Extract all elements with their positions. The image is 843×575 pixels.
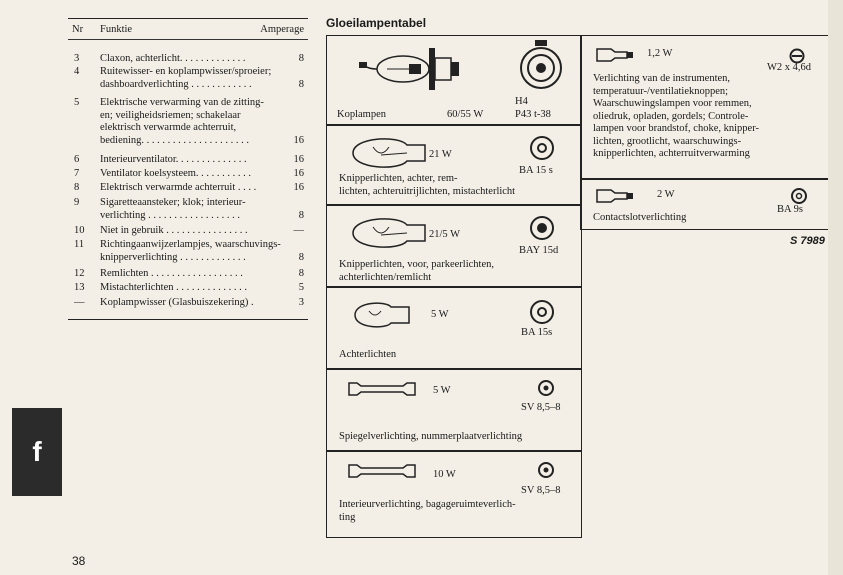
fuse-amp: — [293, 225, 304, 236]
wedge-bulb-1-2w-icon [595, 46, 635, 64]
header-function: Funktie [100, 24, 133, 35]
fuse-function: Ventilator koelsysteem. . . . . . . . . . . [100, 168, 252, 179]
bulb-socket: BA 9s [777, 204, 803, 215]
bulb-label: Interieurverlichting, bagageruimteverlich- ting [339, 499, 516, 523]
bulb-label: Contactslotverlichting [593, 212, 687, 223]
fuse-nr: 10 [74, 225, 85, 236]
fuse-nr: 13 [74, 282, 85, 293]
socket-ba15s-icon [529, 135, 555, 161]
bulb-label: Spiegelverlichting, nummerplaatverlichting [339, 431, 523, 442]
bulb-wattage: 21/5 W [429, 229, 461, 240]
fuse-nr: 11 [74, 239, 85, 250]
fuse-amp: 8 [298, 53, 304, 64]
fuse-amp: 8 [298, 78, 304, 90]
festoon-bulb-5w-icon [347, 379, 417, 399]
bulb-socket: SV 8,5–8 [521, 402, 561, 413]
bulb-wattage: 60/55 W [447, 109, 484, 120]
fuse-function: Ruitewisser- en koplampwisser/sproeier; dashboardverlichting . . . . . . . . . . . . [100, 66, 272, 90]
bulb-socket: BA 15 s [519, 165, 553, 176]
header-amperage: Amperage [260, 24, 304, 35]
header-nr: Nr [72, 24, 84, 35]
bulb-socket: P43 t-38 [515, 109, 551, 120]
bulb-wattage: 1,2 W [647, 48, 673, 59]
fuse-nr: 8 [74, 182, 80, 193]
page-edge [828, 0, 843, 575]
bulb-5w-icon [351, 297, 415, 333]
fuse-amp: 16 [293, 168, 304, 179]
fuse-nr: 7 [74, 168, 80, 179]
fuse-amp: 16 [293, 134, 304, 146]
bulb-label: Knipperlichten, voor, parkeerlichten, achterlichten/remlicht [339, 259, 494, 283]
bulb-label: Knipperlichten, achter, rem- lichten, achteruitrijlichten, mistachterlicht [339, 173, 516, 197]
h4-socket-icon [517, 40, 565, 92]
fuse-nr: 4 [74, 66, 80, 77]
figure-code: S 7989 [790, 235, 825, 247]
bulb-socket: W2 x 4,6d [767, 62, 812, 73]
fuse-table [68, 18, 308, 320]
bulb-cell-spiegelverlichting [326, 368, 582, 452]
bulb-label: Verlichting van de instrumenten, temperatuur-/ventilatieknoppen; Waarschuwingslampen voor remmen, oliedruk, opladen, gordels; Controle- lampen voor brandstof, choke, knipper- lichten, grootlicht, waarschuwings- knipperlichten, achterruitverwarming [593, 73, 759, 159]
fuse-nr: — [74, 297, 85, 308]
bulb-wattage: 10 W [433, 469, 456, 480]
fuse-nr: 9 [74, 197, 80, 208]
bulb-socket: BA 15s [521, 327, 553, 338]
bulb-cell-21-5w [326, 204, 582, 288]
fuse-amp: 16 [293, 154, 304, 165]
festoon-bulb-10w-icon [347, 461, 417, 481]
bulb-table-title: Gloeilampentabel [326, 16, 427, 30]
fuse-amp: 16 [293, 182, 304, 193]
section-tab-f: f [12, 408, 62, 496]
fuse-amp: 8 [298, 268, 304, 279]
bulb-cell-interieurverlichting [326, 450, 582, 538]
fuse-function: Elektrisch verwarmde achterruit . . . . [100, 182, 257, 193]
bulb-wattage: 5 W [431, 309, 449, 320]
page-number: 38 [72, 554, 86, 568]
bulb-cell-achterlichten [326, 286, 582, 370]
h4-bulb-icon [355, 44, 465, 94]
socket-ba15s-icon [529, 299, 555, 325]
fuse-function: Elektrische verwarming van de zitting- en; veiligheidsriemen; schakelaar elektrisch verwarmde achterruit, bediening. . . . . . . . . . . . . . . . . . . . . [100, 97, 264, 146]
fuse-function: Koplampwisser (Glasbuiszekering) . [100, 297, 254, 308]
socket-sv85-icon [537, 461, 555, 479]
socket-ba9s-icon [789, 187, 809, 205]
bulb-socket: BAY 15d [519, 245, 559, 256]
bulb-wattage: 2 W [657, 189, 675, 200]
bulb-label: Koplampen [337, 109, 386, 120]
socket-bay15d-icon [529, 215, 555, 241]
fuse-function: Remlichten . . . . . . . . . . . . . . . . . . [100, 268, 243, 279]
fuse-amp: 3 [298, 297, 304, 308]
socket-sv85-icon [537, 379, 555, 397]
fuse-amp: 5 [298, 282, 304, 293]
fuse-table-header [68, 23, 308, 40]
bulb-label: Achterlichten [339, 349, 397, 360]
fuse-function: Sigaretteaansteker; klok; interieur- verlichting . . . . . . . . . . . . . . . . . . [100, 197, 246, 221]
bulb-socket: SV 8,5–8 [521, 485, 561, 496]
fuse-amp: 8 [298, 209, 304, 221]
bulb-socket-type: H4 [515, 96, 528, 107]
bulb-cell-21w [326, 124, 582, 206]
fuse-amp: 8 [298, 251, 304, 263]
bulb-wattage: 5 W [433, 385, 451, 396]
fuse-function: Mistachterlichten . . . . . . . . . . . . . . [100, 282, 247, 293]
bulb-cell-2w [580, 178, 830, 230]
bulb-cell-1-2w [580, 35, 830, 180]
bulb-21-5w-icon [347, 213, 427, 253]
bulb-cell-koplampen [326, 35, 582, 126]
fuse-nr: 3 [74, 53, 80, 64]
bulb-2w-icon [595, 187, 635, 205]
bulb-21w-icon [347, 133, 427, 173]
fuse-nr: 12 [74, 268, 85, 279]
bulb-wattage: 21 W [429, 149, 452, 160]
fuse-function: Niet in gebruik . . . . . . . . . . . . . . . . [100, 225, 248, 236]
fuse-function: Claxon, achterlicht. . . . . . . . . . . . . [100, 53, 246, 64]
fuse-function: Richtingaanwijzerlampjes, waarschuvings- knipperverlichting . . . . . . . . . . . . . [100, 239, 281, 263]
fuse-function: Interieurventilator. . . . . . . . . . . . . . [100, 154, 247, 165]
fuse-nr: 6 [74, 154, 80, 165]
fuse-nr: 5 [74, 97, 80, 108]
